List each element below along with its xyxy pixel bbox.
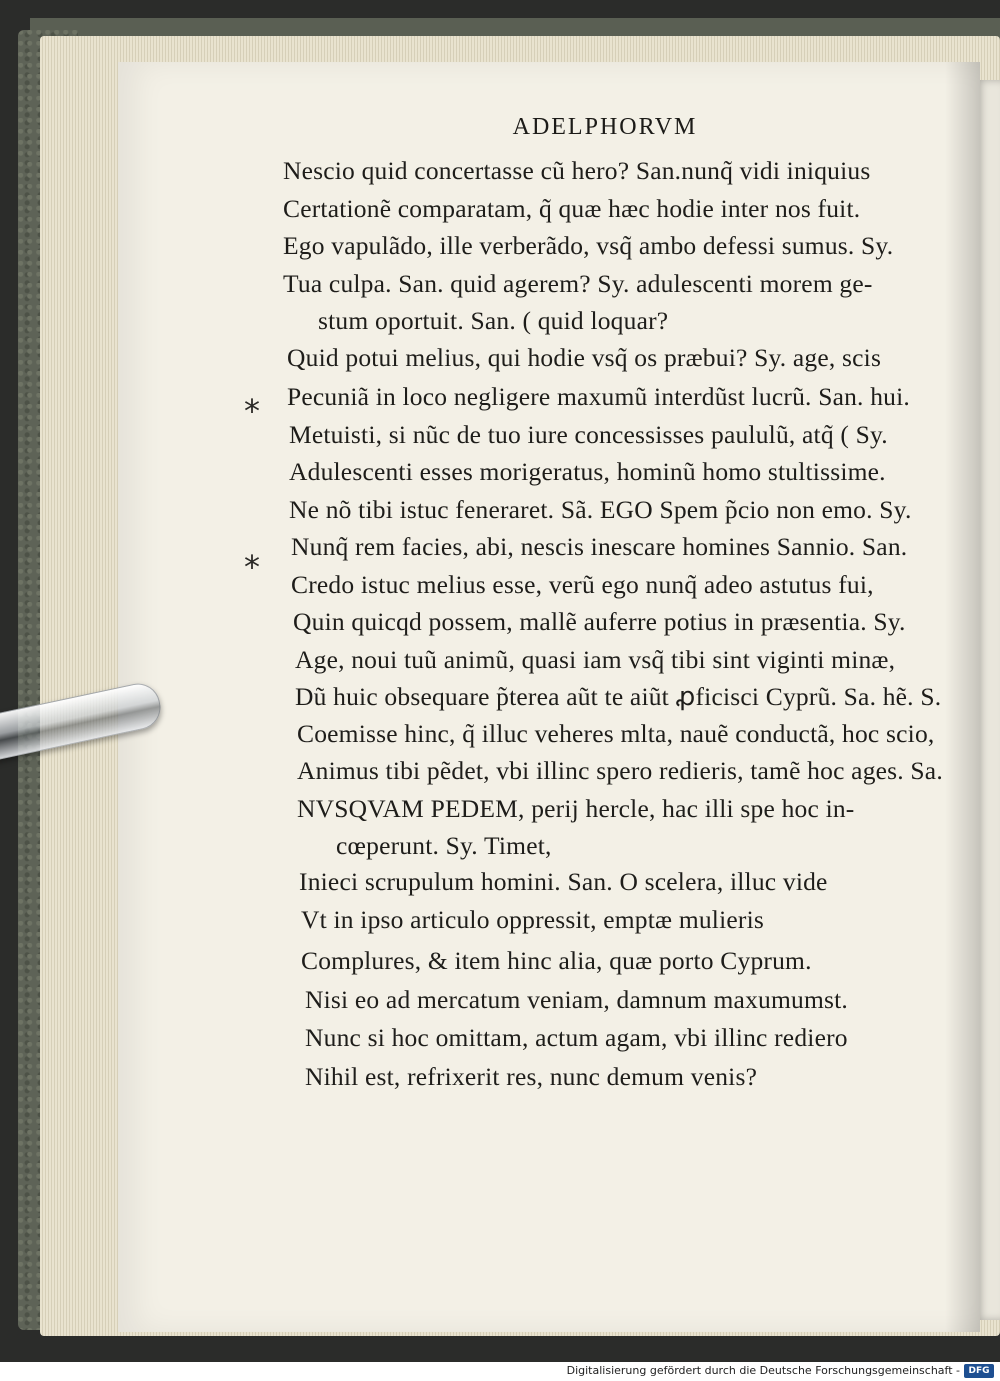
text-line: Certationẽ comparatam, q̃ quæ hæc hodie inter nos fuit. — [283, 194, 861, 223]
text-line: Metuisti, si nũc de tuo iure concessisses paululũ, atq̃ ( Sy. — [289, 420, 888, 449]
text-line: Quid potui melius, qui hodie vsq̃ os præbui? Sy. age, scis — [287, 343, 882, 372]
text-line: Ne nõ tibi istuc feneraret. Sã. EGO Spem p̃cio non emo. Sy. — [289, 495, 912, 524]
text-line: Quin quicqd possem, mallẽ auferre potius in præsentia. Sy. — [293, 607, 906, 636]
text-line: Nunc si hoc omittam, actum agam, vbi illinc rediero — [305, 1023, 848, 1052]
text-line: Nescio quid concertasse cũ hero? San.nunq̃ vidi iniquius — [283, 156, 871, 185]
text-line: Ego vapulãdo, ille verberãdo, vsq̃ ambo defessi sumus. Sy. — [283, 231, 894, 260]
spine-shadow — [945, 62, 980, 1332]
text-line: Tua culpa. San. quid agerem? Sy. adulescenti morem ge- — [283, 269, 873, 298]
margin-asterisk-mark: * — [244, 392, 260, 430]
running-heading: ADELPHORVM — [512, 114, 698, 140]
text-line: Animus tibi pẽdet, vbi illinc spero redieris, tamẽ hoc ages. Sa. — [297, 756, 943, 785]
text-line: Nisi eo ad mercatum veniam, damnum maxumumst. — [305, 985, 848, 1014]
funding-credit: Digitalisierung gefördert durch die Deutsche Forschungsgemeinschaft - — [566, 1364, 960, 1377]
text-line: Dũ huic obsequare p̃terea aũt te aiũt ꝓficisci Cyprũ. Sa. hẽ. S. — [295, 682, 942, 711]
text-line: Age, noui tuũ animũ, quasi iam vsq̃ tibi sint viginti minæ, — [295, 645, 896, 674]
text-line: Coemisse hinc, q̃ illuc veheres mlta, nauẽ conductã, hoc scio, — [297, 719, 935, 748]
dfg-logo: DFG — [964, 1364, 994, 1378]
text-line: Complures, & item hinc alia, quæ porto Cyprum. — [301, 946, 812, 975]
text-line: Nihil est, refrixerit res, nunc demum venis? — [305, 1062, 758, 1091]
text-line: NVSQVAM PEDEM, perij hercle, hac illi spe hoc in- — [297, 794, 855, 823]
text-line: Nunq̃ rem facies, abi, nescis inescare homines Sannio. San. — [291, 532, 908, 561]
text-line: Adulescenti esses morigeratus, hominũ homo stultissime. — [289, 457, 886, 486]
text-line: Vt in ipso articulo oppressit, emptæ mulieris — [301, 905, 764, 934]
text-line: cœperunt. Sy. Timet, — [336, 831, 552, 860]
text-line: stum oportuit. San. ( quid loquar? — [318, 306, 669, 335]
text-line: Inieci scrupulum homini. San. O scelera, illuc vide — [299, 867, 828, 896]
text-line: Pecuniã in loco negligere maxumũ interdũst lucrũ. San. hui. — [287, 382, 910, 411]
text-line: Credo istuc melius esse, verũ ego nunq̃ adeo astutus fui, — [291, 570, 874, 599]
margin-asterisk-mark: * — [244, 548, 260, 586]
footer-bar — [0, 1362, 1000, 1381]
